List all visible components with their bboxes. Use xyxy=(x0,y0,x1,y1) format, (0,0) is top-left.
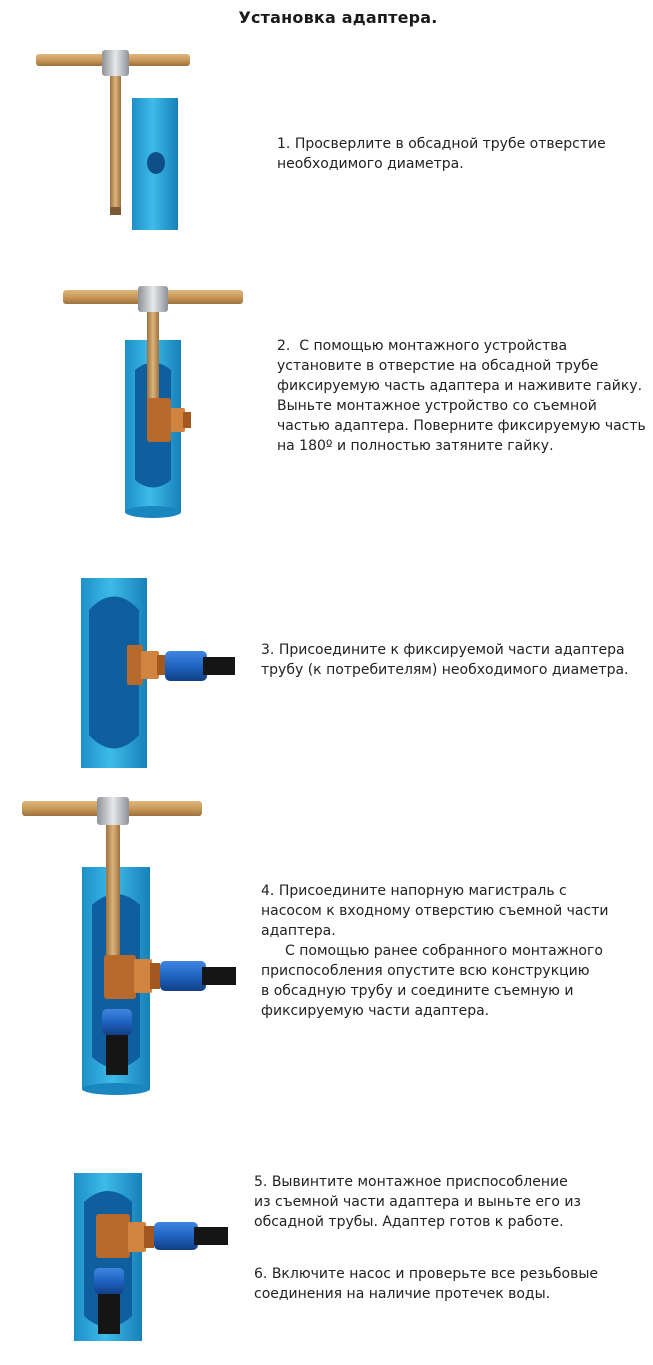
adapter-icon xyxy=(127,645,165,685)
figure-step-2 xyxy=(55,280,250,520)
step-5-text: 5. Вывинтите монтажное приспособление из съемной части адаптера и выньте его из обсадной трубы. Адаптер готов к работе. xyxy=(254,1174,581,1230)
adapter-icon xyxy=(147,398,191,442)
step-3-text: 3. Присоедините к фиксируемой части адаптера трубу (к потребителям) необходимого диаметра. xyxy=(261,642,629,678)
figure-step-1 xyxy=(30,45,200,240)
figure-step-5 xyxy=(68,1170,233,1345)
adapter-icon xyxy=(104,955,160,999)
installation-key-icon xyxy=(22,797,202,975)
casing-pipe-icon xyxy=(132,98,178,230)
figure-step-3 xyxy=(75,575,240,770)
figure-step-4 xyxy=(18,795,243,1100)
step-4-text: 4. Присоедините напорную магистраль с насосом к входному отверстию съемной части адаптера. С помощью ранее собранного монтажного приспособления опустите всю конструкцию в обсадную трубу и соедините съемную и фиксируемую части адаптера. xyxy=(261,883,609,1019)
step-2-text: 2. С помощью монтажного устройства установите в отверстие на обсадной трубе фиксируемую часть адаптера и наживите гайку. Выньте монтажное устройство со съемной частью адаптера. Поверните фиксируемую часть на 180º и полностью затяните гайку. xyxy=(277,338,646,454)
adapter-icon xyxy=(96,1214,154,1258)
step-1-text: 1. Просверлите в обсадной трубе отверстие необходимого диаметра. xyxy=(277,136,606,172)
step-6-text: 6. Включите насос и проверьте все резьбовые соединения на наличие протечек воды. xyxy=(254,1266,599,1302)
installation-key-icon xyxy=(63,286,243,414)
hdpe-pipe-icon xyxy=(165,651,235,681)
page-title: Установка адаптера. xyxy=(238,8,438,27)
